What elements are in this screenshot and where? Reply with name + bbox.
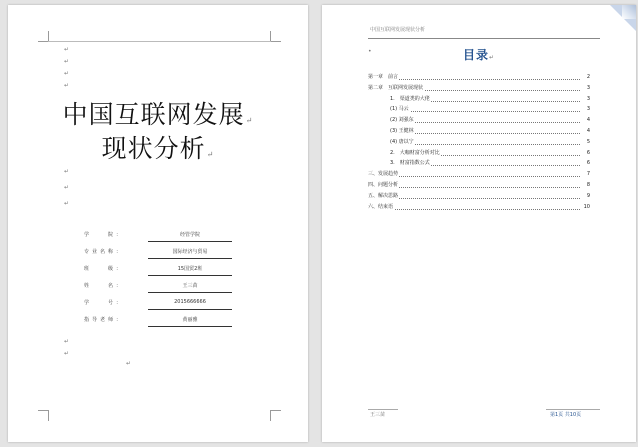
toc-entry-label: 四、问题分析	[368, 182, 399, 188]
crop-mark	[38, 410, 49, 421]
toc-entry-page: 6	[586, 149, 590, 156]
info-label: 指导老师：	[84, 317, 125, 323]
toc-entry-label: 3. 财富指数公式	[390, 160, 430, 167]
info-value[interactable]: 国际经济与贸易	[172, 249, 208, 255]
info-value[interactable]: 王三苗	[182, 283, 198, 289]
toc-entry[interactable]	[368, 181, 590, 190]
info-row-name	[84, 279, 244, 295]
page-corner-curl	[622, 5, 636, 19]
header-line	[48, 41, 271, 42]
toc-entry-page: 3	[586, 95, 590, 102]
toc-entry[interactable]	[368, 84, 590, 93]
toc-entry-label: 第一章 前言	[368, 74, 399, 80]
toc-entry-label: 五、解决思路	[368, 192, 399, 199]
toc-leader-dots	[392, 122, 580, 123]
footer-page-number: 第1页 共10页	[550, 412, 582, 418]
info-label: 班 级：	[84, 266, 125, 272]
footer-line	[368, 409, 398, 410]
toc-leader-dots	[370, 198, 580, 199]
info-value[interactable]: 2015666666	[174, 299, 206, 305]
toc-entry-label: (2) 刘强东	[390, 117, 414, 124]
toc-entry-page: 5	[586, 138, 590, 145]
cover-title-line1: 中国互联网发展↵	[62, 100, 254, 129]
toc-entry-page: 7	[586, 171, 590, 178]
toc-entry-page: 3	[586, 84, 590, 91]
info-value[interactable]: 黄丽雅	[182, 317, 198, 323]
paragraph-mark: ↵	[64, 168, 70, 175]
header-line	[368, 38, 600, 39]
info-row-advisor	[84, 313, 244, 329]
paragraph-mark: ↵	[64, 200, 70, 207]
toc-entry-page: 9	[586, 192, 590, 199]
info-label: 学 号：	[84, 300, 125, 306]
paragraph-mark: •	[368, 48, 372, 55]
paragraph-mark: ↵	[126, 360, 132, 367]
toc-entry-label: 1. 渠道类的大佬	[390, 95, 430, 102]
toc-entry-page: 6	[586, 160, 590, 167]
paragraph-mark: ↵	[64, 184, 70, 191]
toc-leader-dots	[370, 187, 580, 188]
toc-title: 目录↵	[462, 48, 496, 62]
toc-entry-label: (1) 马云	[390, 106, 409, 113]
toc-entry-page: 8	[586, 182, 590, 188]
crop-mark	[270, 31, 281, 42]
toc-entry[interactable]	[368, 192, 590, 201]
toc-entry[interactable]	[390, 105, 590, 114]
underline	[148, 275, 232, 276]
toc-entry-label: 三、发展趋势	[368, 171, 399, 178]
info-row-major	[84, 245, 244, 261]
info-label: 专业名称：	[84, 249, 125, 255]
toc-leader-dots	[392, 133, 580, 134]
toc-entry[interactable]	[390, 138, 590, 147]
info-value[interactable]: 经管学院	[179, 232, 200, 238]
info-label: 姓 名：	[84, 283, 125, 289]
toc-entry-label: (3) 王健林	[390, 128, 414, 134]
toc-entry[interactable]	[390, 95, 590, 104]
toc-entry[interactable]	[368, 73, 590, 82]
underline	[148, 258, 232, 259]
toc-leader-dots	[370, 209, 580, 210]
paragraph-mark: ↵	[64, 338, 70, 345]
paragraph-mark: ↵	[64, 46, 70, 53]
paragraph-mark: ↵	[64, 350, 70, 357]
toc-entry-page: 3	[586, 106, 590, 113]
info-row-class	[84, 262, 244, 278]
toc-entry[interactable]	[390, 127, 590, 136]
toc-leader-dots	[370, 176, 580, 177]
toc-entry[interactable]	[368, 170, 590, 179]
underline	[148, 292, 232, 293]
toc-leader-dots	[392, 111, 580, 112]
paragraph-mark: ↵	[64, 70, 70, 77]
toc-entry[interactable]	[390, 149, 590, 158]
info-row-student-id	[84, 296, 244, 312]
page-header: 中国互联网发展现状分析	[370, 27, 426, 33]
toc-entry-page: 4	[586, 117, 590, 124]
toc-leader-dots	[392, 144, 580, 145]
toc-page	[322, 5, 636, 442]
info-label: 学 院：	[84, 232, 125, 238]
toc-leader-dots	[370, 79, 580, 80]
footer-author: 王三苗	[370, 412, 386, 418]
toc-entry-page: 10	[583, 203, 590, 210]
underline	[148, 241, 232, 242]
toc-entry[interactable]	[368, 203, 590, 212]
toc-entry-label: 2. 大咖财富分析对比	[390, 149, 440, 156]
underline	[148, 309, 232, 310]
toc-entry-page: 4	[586, 128, 590, 134]
toc-entry[interactable]	[390, 159, 590, 168]
paragraph-mark: ↵	[64, 82, 70, 89]
footer-line	[546, 409, 600, 410]
toc-entry-label: 六、结束语	[368, 203, 394, 210]
toc-entry-label: 第二章 互联网发展现状	[368, 84, 424, 91]
info-value[interactable]: 15国贸2班	[177, 266, 203, 272]
paragraph-mark: ↵	[64, 58, 70, 65]
cover-title-line2: 现状分析↵	[101, 134, 215, 163]
underline	[148, 326, 232, 327]
toc-entry-label: (4) 唐以宁	[390, 138, 414, 145]
toc-entry[interactable]	[390, 116, 590, 125]
crop-mark	[270, 410, 281, 421]
cover-page	[8, 5, 308, 442]
info-row-college	[84, 228, 244, 244]
toc-entry-page: 2	[586, 74, 590, 80]
